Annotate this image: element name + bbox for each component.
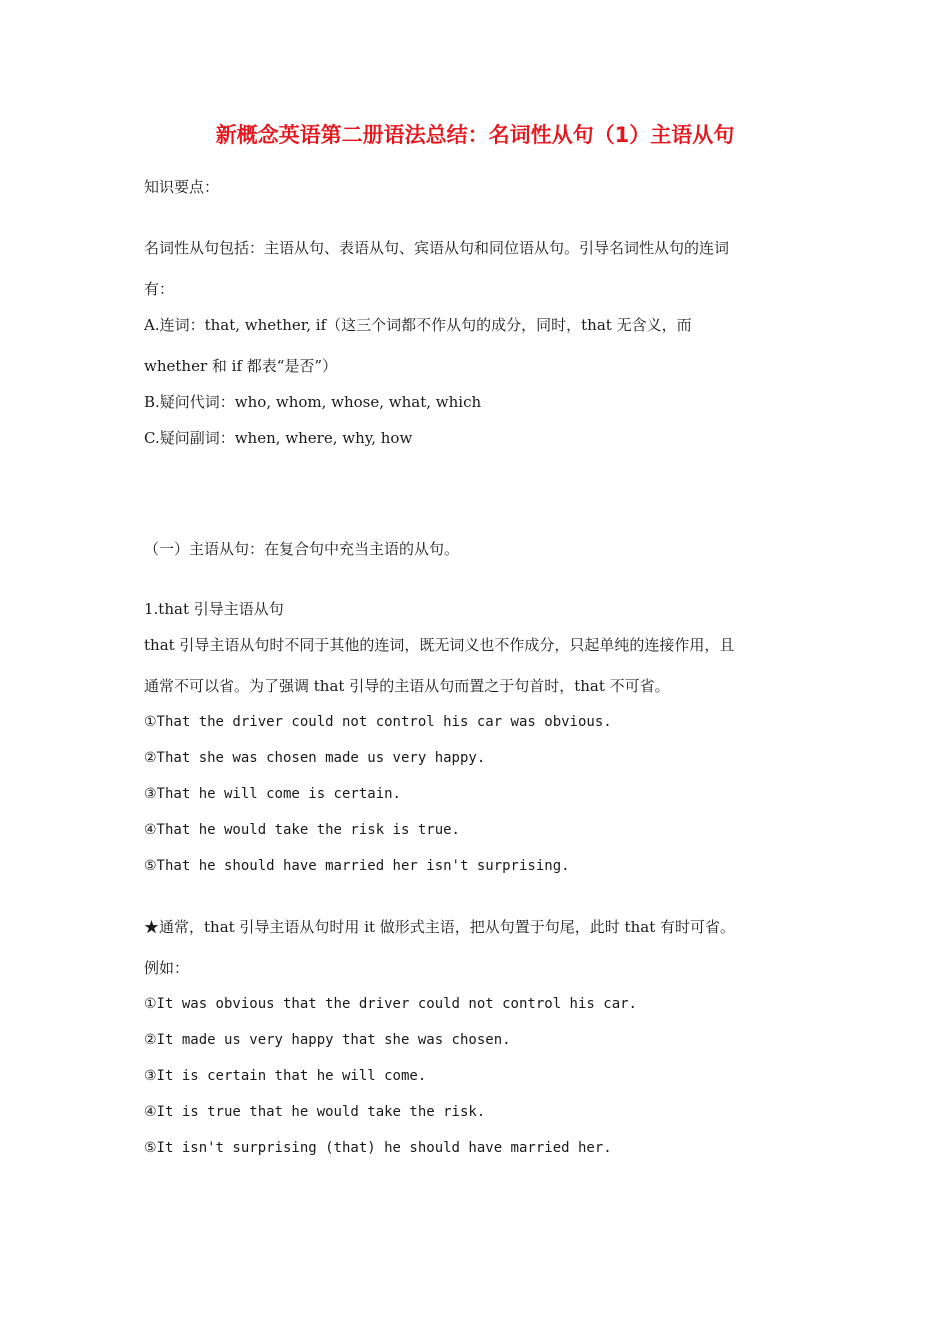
example-it-3: ③It is certain that he will come.	[144, 1068, 427, 1084]
note-example-label: 例如：	[144, 959, 190, 977]
subsection-1-desc-line-1: that 引导主语从句时不同于其他的连词，既无词义也不作成分，只起单纯的连接作用，且	[144, 636, 735, 654]
conjunction-a-line-1: A.连词：that, whether, if（这三个词都不作从句的成分，同时，that 无含义，而	[144, 316, 692, 334]
note-line: ★通常，that 引导主语从句时用 it 做形式主语，把从句置于句尾，此时 that 有时可省。	[144, 918, 735, 936]
example-that-5: ⑤That he should have married her isn't surprising.	[144, 858, 570, 874]
example-it-4: ④It is true that he would take the risk.	[144, 1104, 486, 1120]
example-that-2: ②That she was chosen made us very happy.	[144, 750, 486, 766]
intro-line-1: 名词性从句包括：主语从句、表语从句、宾语从句和同位语从句。引导名词性从句的连词	[144, 239, 730, 257]
knowledge-heading: 知识要点：	[144, 178, 220, 196]
section-1-heading: （一）主语从句：在复合句中充当主语的从句。	[144, 540, 460, 558]
example-that-4: ④That he would take the risk is true.	[144, 822, 460, 838]
conjunction-b: B.疑问代词：who, whom, whose, what, which	[144, 393, 482, 411]
conjunction-c: C.疑问副词：when, where, why, how	[144, 429, 413, 447]
conjunction-a-line-2: whether 和 if 都表“是否”）	[144, 357, 338, 375]
example-that-3: ③That he will come is certain.	[144, 786, 401, 802]
page-title: 新概念英语第二册语法总结：名词性从句（1）主语从句	[215, 123, 735, 147]
example-that-1: ①That the driver could not control his car was obvious.	[144, 714, 612, 730]
example-it-1: ①It was obvious that the driver could not control his car.	[144, 996, 637, 1012]
example-it-2: ②It made us very happy that she was chosen.	[144, 1032, 511, 1048]
subsection-1-heading: 1.that 引导主语从句	[144, 600, 284, 618]
example-it-5: ⑤It isn't surprising (that) he should have married her.	[144, 1140, 612, 1156]
intro-line-2: 有：	[144, 280, 175, 298]
subsection-1-desc-line-2: 通常不可以省。为了强调 that 引导的主语从句而置之于句首时，that 不可省。	[144, 677, 670, 695]
